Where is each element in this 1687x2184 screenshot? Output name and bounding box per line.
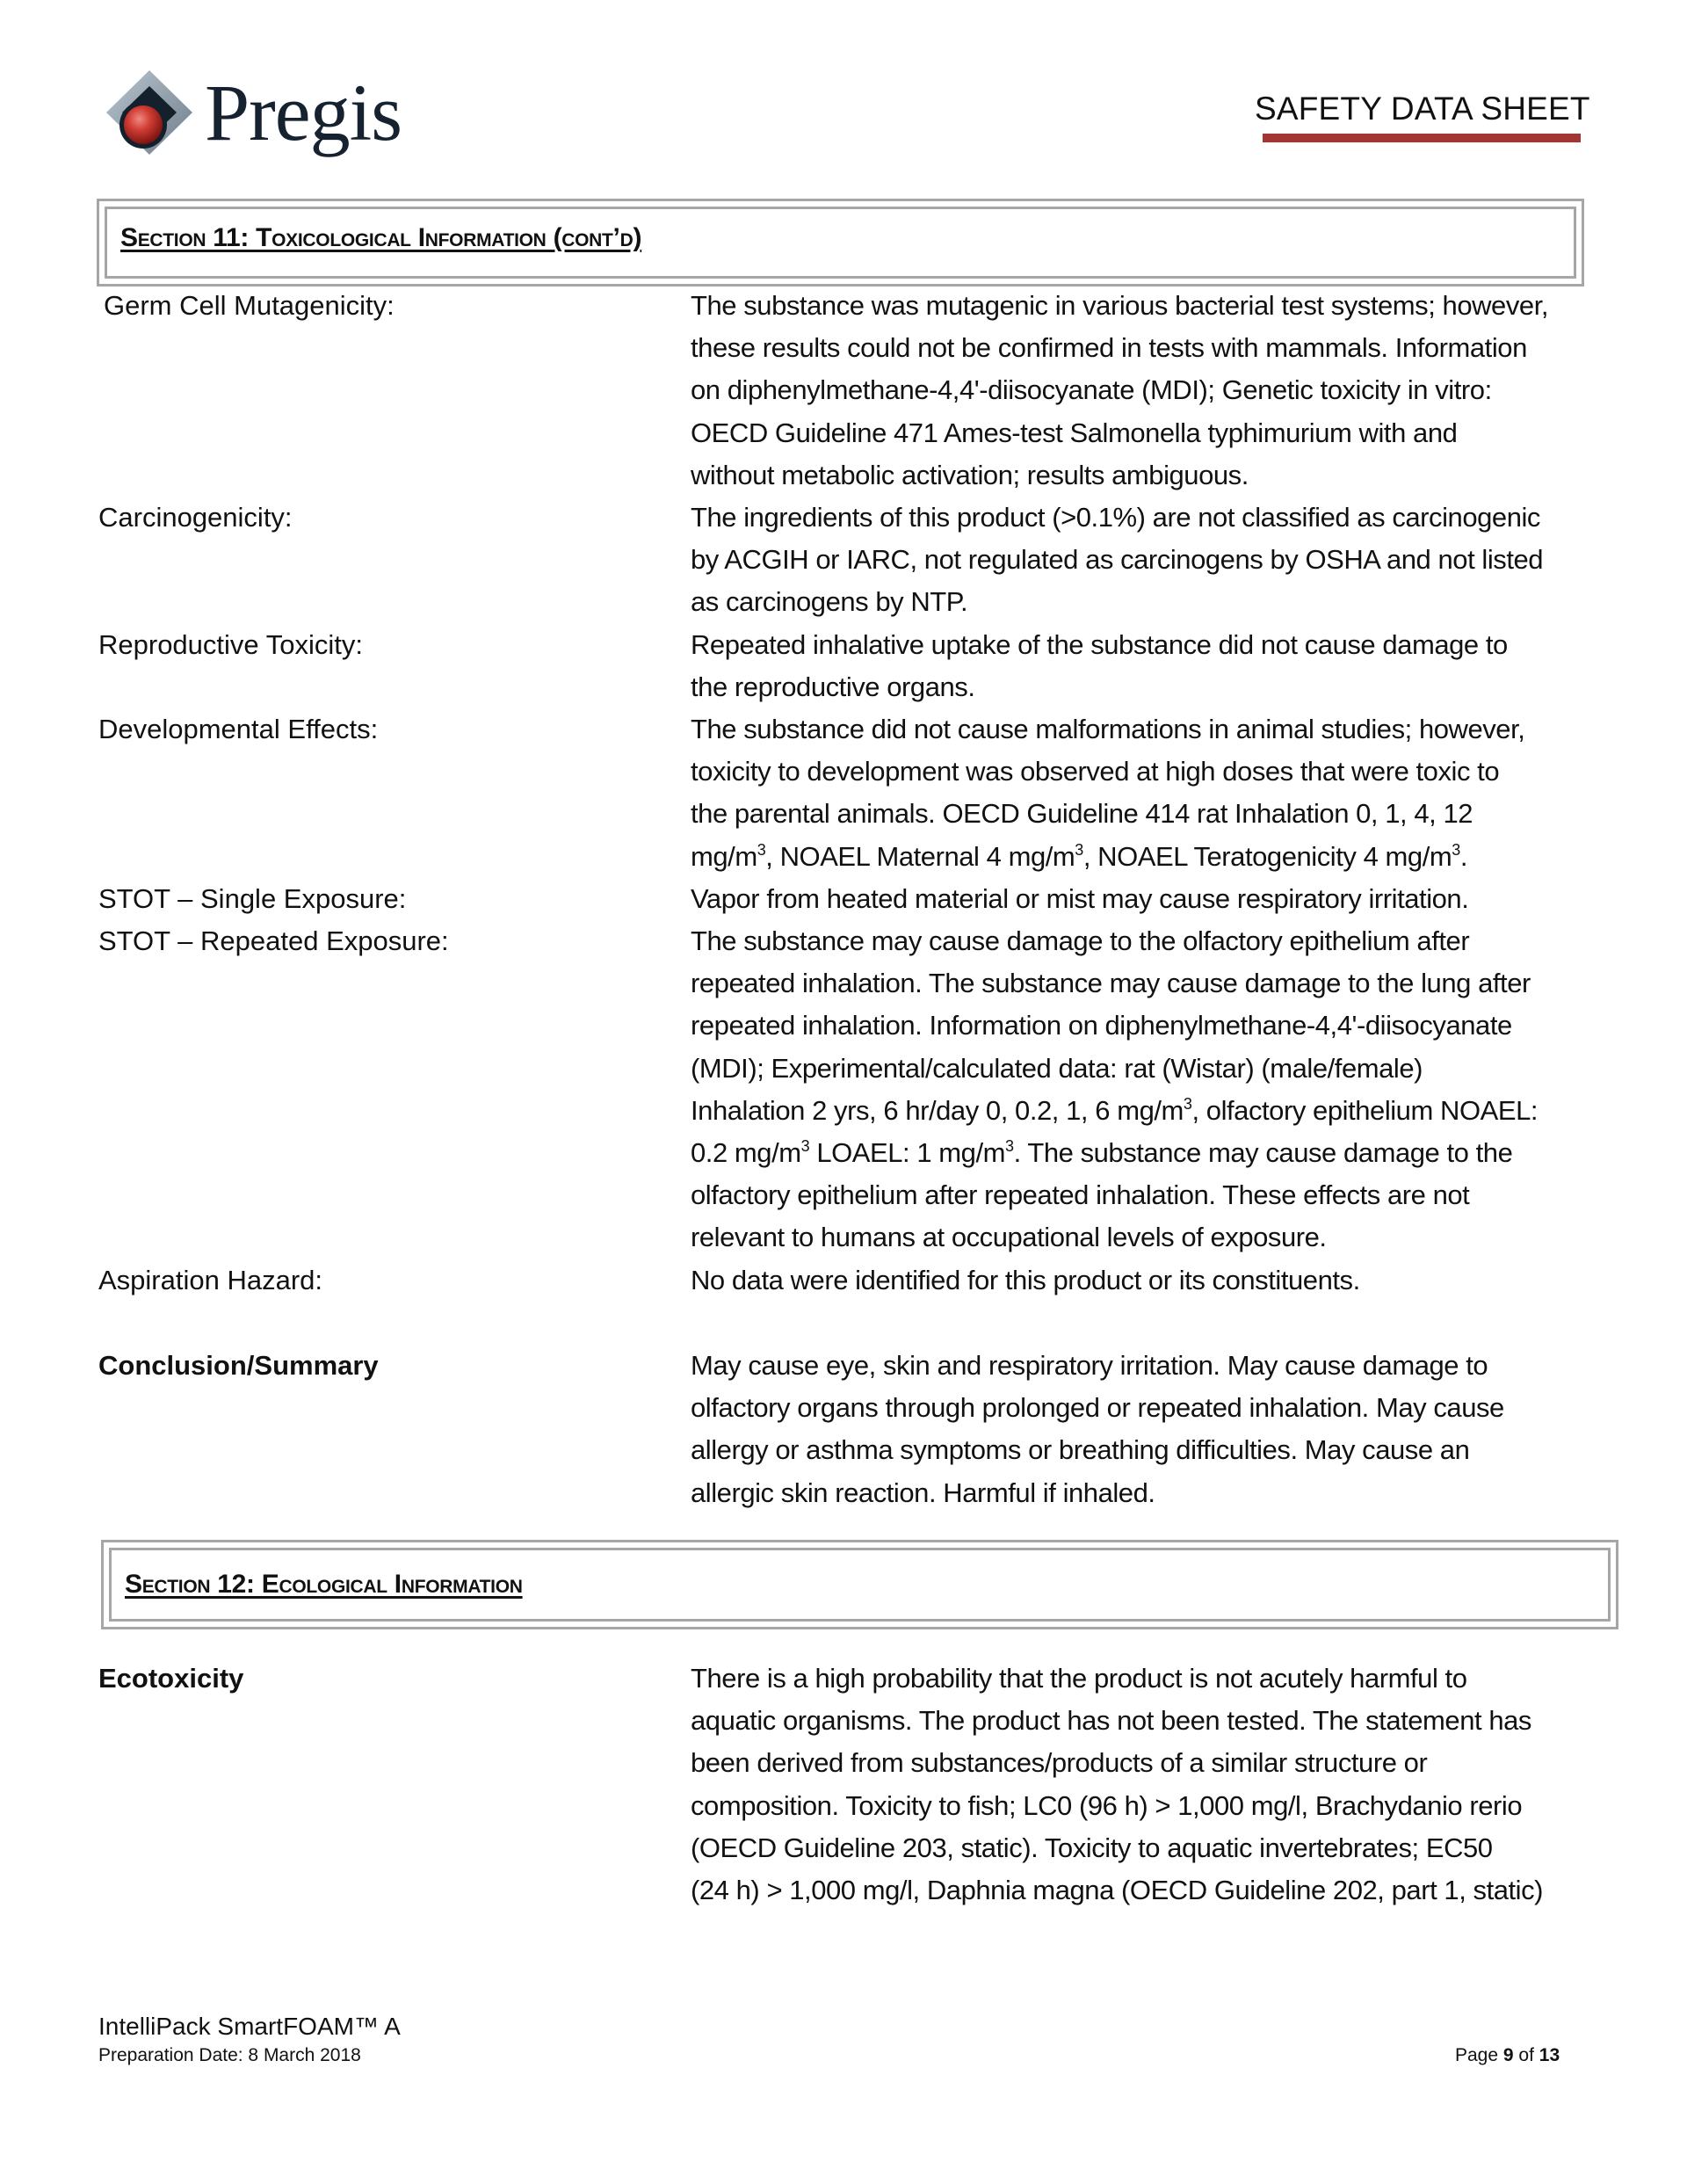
text-line: aquatic organisms. The product has not been tested. The statement has (691, 1705, 1531, 1737)
text-line: The substance was mutagenic in various bacterial test systems; however, (691, 290, 1549, 321)
text-line: There is a high probability that the product is not acutely harmful to (691, 1663, 1467, 1694)
text-line: allergic skin reaction. Harmful if inhaled. (691, 1477, 1155, 1508)
section-11-title: Section 11: Toxicological Information (cont’d) (120, 223, 642, 252)
label-stot-single-exposure: STOT – Single Exposure: (98, 883, 407, 914)
section-12-title: Section 12: Ecological Information (125, 1570, 523, 1599)
value-developmental-effects (691, 708, 1604, 878)
document-type-title: SAFETY DATA SHEET (1255, 91, 1590, 127)
page-of: of (1518, 2045, 1534, 2065)
value-carcinogenicity (691, 497, 1604, 624)
text-line: No data were identified for this product or its constituents. (691, 1265, 1360, 1295)
value-stot-single-exposure (691, 878, 1604, 920)
text-line: OECD Guideline 471 Ames-test Salmonella typhimurium with and (691, 417, 1458, 448)
value-conclusion-summary (691, 1345, 1604, 1514)
value-ecotoxicity (691, 1658, 1604, 1912)
text-line: on diphenylmethane-4,4'-diisocyanate (MDI); Genetic toxicity in vitro: (691, 374, 1492, 406)
value-aspiration-hazard (691, 1259, 1604, 1302)
brand-name: Pregis (205, 68, 402, 157)
text-line: relevant to humans at occupational levels of exposure. (691, 1222, 1327, 1253)
text-line: allergy or asthma symptoms or breathing difficulties. May cause an (691, 1434, 1470, 1466)
text-line: (24 h) > 1,000 mg/l, Daphnia magna (OECD Guideline 202, part 1, static) (691, 1875, 1544, 1906)
text-line: by ACGIH or IARC, not regulated as carcinogens by OSHA and not listed (691, 544, 1544, 576)
text-line: The ingredients of this product (>0.1%) are not classified as carcinogenic (691, 502, 1540, 533)
text-line: been derived from substances/products of a similar structure or (691, 1747, 1428, 1779)
label-ecotoxicity: Ecotoxicity (98, 1663, 244, 1694)
pregis-logo (101, 69, 417, 156)
page-total: 13 (1539, 2045, 1560, 2065)
text-line: the parental animals. OECD Guideline 414 rat Inhalation 0, 1, 4, 12 (691, 798, 1473, 830)
section-12-header (101, 1540, 1618, 1629)
text-line: Inhalation 2 yrs, 6 hr/day 0, 0.2, 1, 6 $mg/m^3$, olfactory epithelium NOAEL: (691, 1094, 1539, 1126)
label-stot-repeated-exposure: STOT – Repeated Exposure: (98, 925, 449, 956)
text-line: as carcinogens by NTP. (691, 586, 968, 618)
label-aspiration-hazard: Aspiration Hazard: (98, 1265, 323, 1295)
text-line: The substance did not cause malformations in animal studies; however, (691, 714, 1525, 744)
footer-preparation-date: Preparation Date: 8 March 2018 (98, 2045, 361, 2065)
text-line: (MDI); Experimental/calculated data: rat (Wistar) (male/female) (691, 1052, 1423, 1084)
text-line: The substance may cause damage to the olfactory epithelium after (691, 925, 1470, 956)
page-current: 9 (1502, 2045, 1514, 2065)
text-line: the reproductive organs. (691, 671, 975, 703)
text-line: these results could not be confirmed in tests with mammals. Information (691, 332, 1527, 364)
text-line: Vapor from heated material or mist may cause respiratory irritation. (691, 883, 1469, 914)
value-germ-cell-mutagenicity (691, 285, 1604, 497)
label-carcinogenicity: Carcinogenicity: (98, 502, 293, 533)
footer-product-name: IntelliPack SmartFOAM™ A (98, 2013, 401, 2040)
value-stot-repeated-exposure (691, 920, 1604, 1259)
text-line: (OECD Guideline 203, static). Toxicity to aquatic invertebrates; EC50 (691, 1832, 1493, 1863)
label-reproductive-toxicity: Reproductive Toxicity: (98, 629, 363, 660)
text-line: 0.2 $mg/m^3$ LOAEL: 1 $mg/m^3$. The substance may cause damage to the (691, 1137, 1513, 1169)
text-line: olfactory organs through prolonged or repeated inhalation. May cause (691, 1392, 1504, 1424)
text-line: repeated inhalation. Information on diphenylmethane-4,4'-diisocyanate (691, 1010, 1512, 1041)
title-underline-bar (1263, 134, 1581, 142)
text-line: composition. Toxicity to fish; LC0 (96 h) > 1,000 mg/l, Brachydanio rerio (691, 1789, 1523, 1821)
value-reproductive-toxicity (691, 624, 1604, 708)
label-conclusion-summary: Conclusion/Summary (98, 1350, 379, 1381)
text-line: $mg/m^3$, NOAEL Maternal 4 $mg/m^3$, NOAEL Teratogenicity 4 $mg/m^3$. (691, 840, 1467, 872)
text-line: toxicity to development was observed at high doses that were toxic to (691, 756, 1500, 787)
text-line: olfactory epithelium after repeated inhalation. These effects are not (691, 1179, 1470, 1211)
text-line: Repeated inhalative uptake of the substance did not cause damage to (691, 629, 1508, 660)
text-line: without metabolic activation; results ambiguous. (691, 459, 1249, 490)
label-developmental-effects: Developmental Effects: (98, 714, 379, 744)
footer-page-number (1455, 2045, 1560, 2066)
text-line: repeated inhalation. The substance may cause damage to the lung after (691, 968, 1531, 999)
section-11-header (97, 199, 1584, 287)
label-germ-cell-mutagenicity: Germ Cell Mutagenicity: (104, 290, 395, 321)
page-word: Page (1455, 2045, 1499, 2065)
text-line: May cause eye, skin and respiratory irritation. May cause damage to (691, 1350, 1488, 1381)
pregis-diamond-ball-icon (101, 69, 198, 156)
